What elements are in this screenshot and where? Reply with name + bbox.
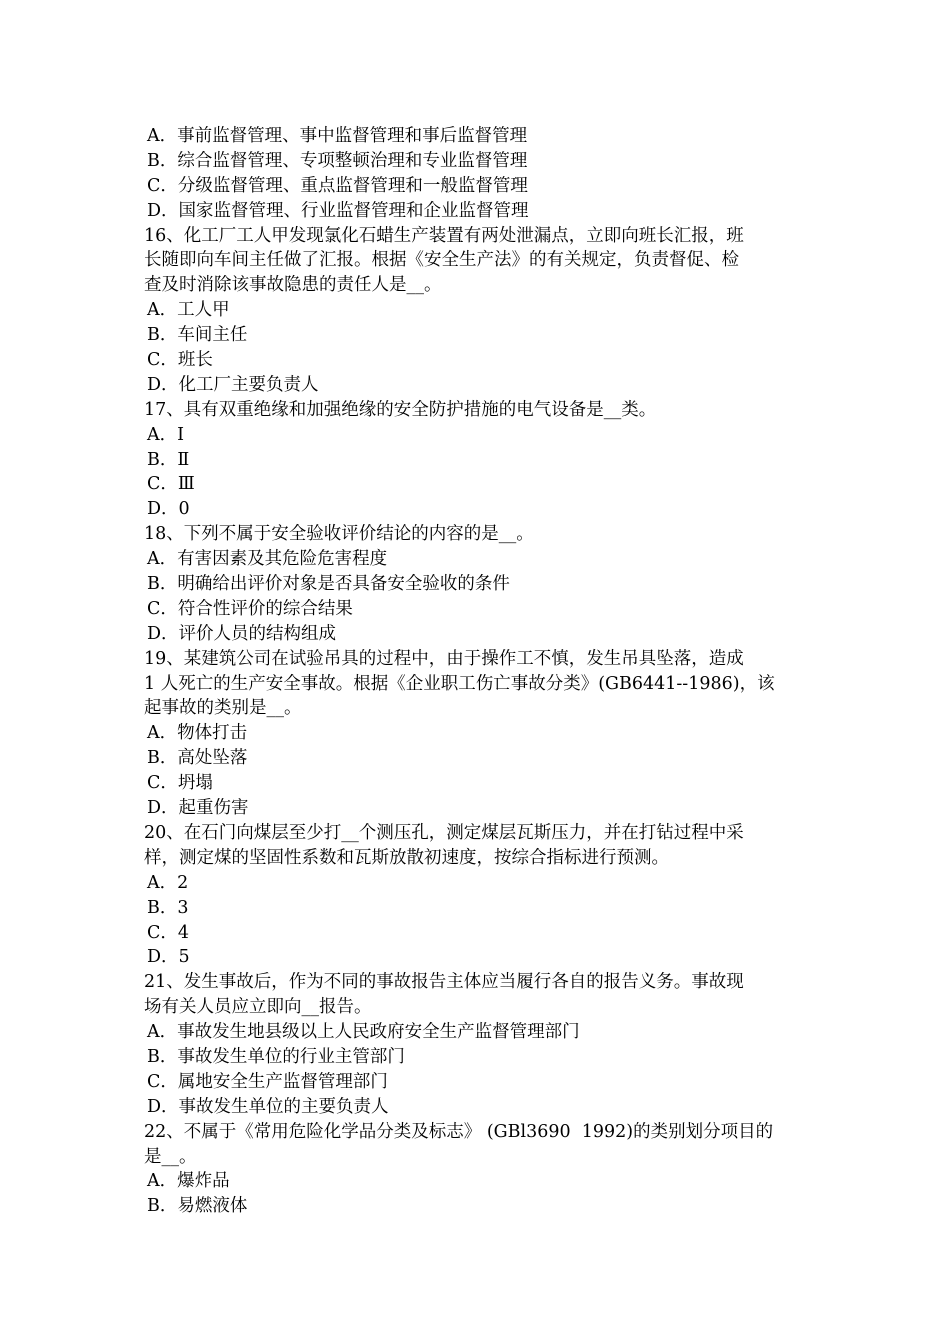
question-text-line: 21、发生事故后，作为不同的事故报告主体应当履行各自的报告义务。事故现 xyxy=(144,972,744,993)
question-text-line: 是__。 xyxy=(144,1146,197,1167)
option: C．4 xyxy=(147,922,190,943)
question-19 xyxy=(144,647,808,821)
option: B．易燃液体 xyxy=(147,1196,248,1217)
option: C．分级监督管理、重点监督管理和一般监督管理 xyxy=(147,175,528,196)
question-text-line: 样，测定煤的坚固性系数和瓦斯放散初速度，按综合指标进行预测。 xyxy=(144,847,669,868)
option: D．0 xyxy=(147,499,190,520)
option: A．2 xyxy=(147,872,189,893)
option: A．工人甲 xyxy=(147,300,230,321)
option: A．物体打击 xyxy=(147,723,248,744)
question-text-line: 16、化工厂工人甲发现氯化石蜡生产装置有两处泄漏点，立即向班长汇报，班 xyxy=(144,225,744,246)
option: C．坍塌 xyxy=(147,773,213,794)
question-22 xyxy=(144,1120,808,1220)
option: C．属地安全生产监督管理部门 xyxy=(147,1071,388,1092)
option: D．事故发生单位的主要负责人 xyxy=(147,1096,389,1117)
option: D．评价人员的结构组成 xyxy=(147,623,337,644)
option: D．化工厂主要负责人 xyxy=(147,374,319,395)
question-20 xyxy=(144,821,808,970)
option: B．Ⅱ xyxy=(147,449,190,470)
document-body xyxy=(144,124,808,1219)
option: B．事故发生单位的行业主管部门 xyxy=(147,1046,405,1067)
option: A．爆炸品 xyxy=(147,1171,230,1192)
question-text-line: 场有关人员应立即向__报告。 xyxy=(144,997,372,1018)
question-text-line: 17、具有双重绝缘和加强绝缘的安全防护措施的电气设备是__类。 xyxy=(144,399,657,420)
question-text-line: 20、在石门向煤层至少打__个测压孔，测定煤层瓦斯压力，并在打钻过程中采 xyxy=(144,822,744,843)
option: C．符合性评价的综合结果 xyxy=(147,598,353,619)
option: B．车间主任 xyxy=(147,325,248,346)
question-text-line: 查及时消除该事故隐患的责任人是__。 xyxy=(144,275,442,296)
option: C．班长 xyxy=(147,350,213,371)
question-text-line: 18、下列不属于安全验收评价结论的内容的是__。 xyxy=(144,524,534,545)
option: A．有害因素及其危险危害程度 xyxy=(147,549,388,570)
option: D．起重伤害 xyxy=(147,798,249,819)
option: D．国家监督管理、行业监督管理和企业监督管理 xyxy=(147,200,529,221)
option: A．事故发生地县级以上人民政府安全生产监督管理部门 xyxy=(147,1022,580,1043)
question-text-line: 19、某建筑公司在试验吊具的过程中，由于操作工不慎，发生吊具坠落，造成 xyxy=(144,648,744,669)
option: B．高处坠落 xyxy=(147,748,248,769)
question-21 xyxy=(144,970,808,1119)
option: B．3 xyxy=(147,897,189,918)
question-text-line: 起事故的类别是__。 xyxy=(144,698,302,719)
question-text-line: 长随即向车间主任做了汇报。根据《安全生产法》的有关规定，负责督促、检 xyxy=(144,250,739,271)
lead-options xyxy=(144,124,808,224)
question-18 xyxy=(144,522,808,646)
question-text-line: 22、不属于《常用危险化学品分类及标志》 (GBl3690 1992)的类别划分项目的 xyxy=(144,1121,774,1142)
option: B．综合监督管理、专项整顿治理和专业监督管理 xyxy=(147,150,528,171)
option: D．5 xyxy=(147,947,190,968)
option: A．事前监督管理、事中监督管理和事后监督管理 xyxy=(147,126,528,146)
question-16 xyxy=(144,224,808,398)
option: A．Ⅰ xyxy=(147,424,185,445)
option: B．明确给出评价对象是否具备安全验收的条件 xyxy=(147,574,510,595)
option: C．Ⅲ xyxy=(147,474,195,495)
question-text-line: 1 人死亡的生产安全事故。根据《企业职工伤亡事故分类》(GB6441--1986)，该 xyxy=(144,673,775,694)
question-17 xyxy=(144,398,808,522)
